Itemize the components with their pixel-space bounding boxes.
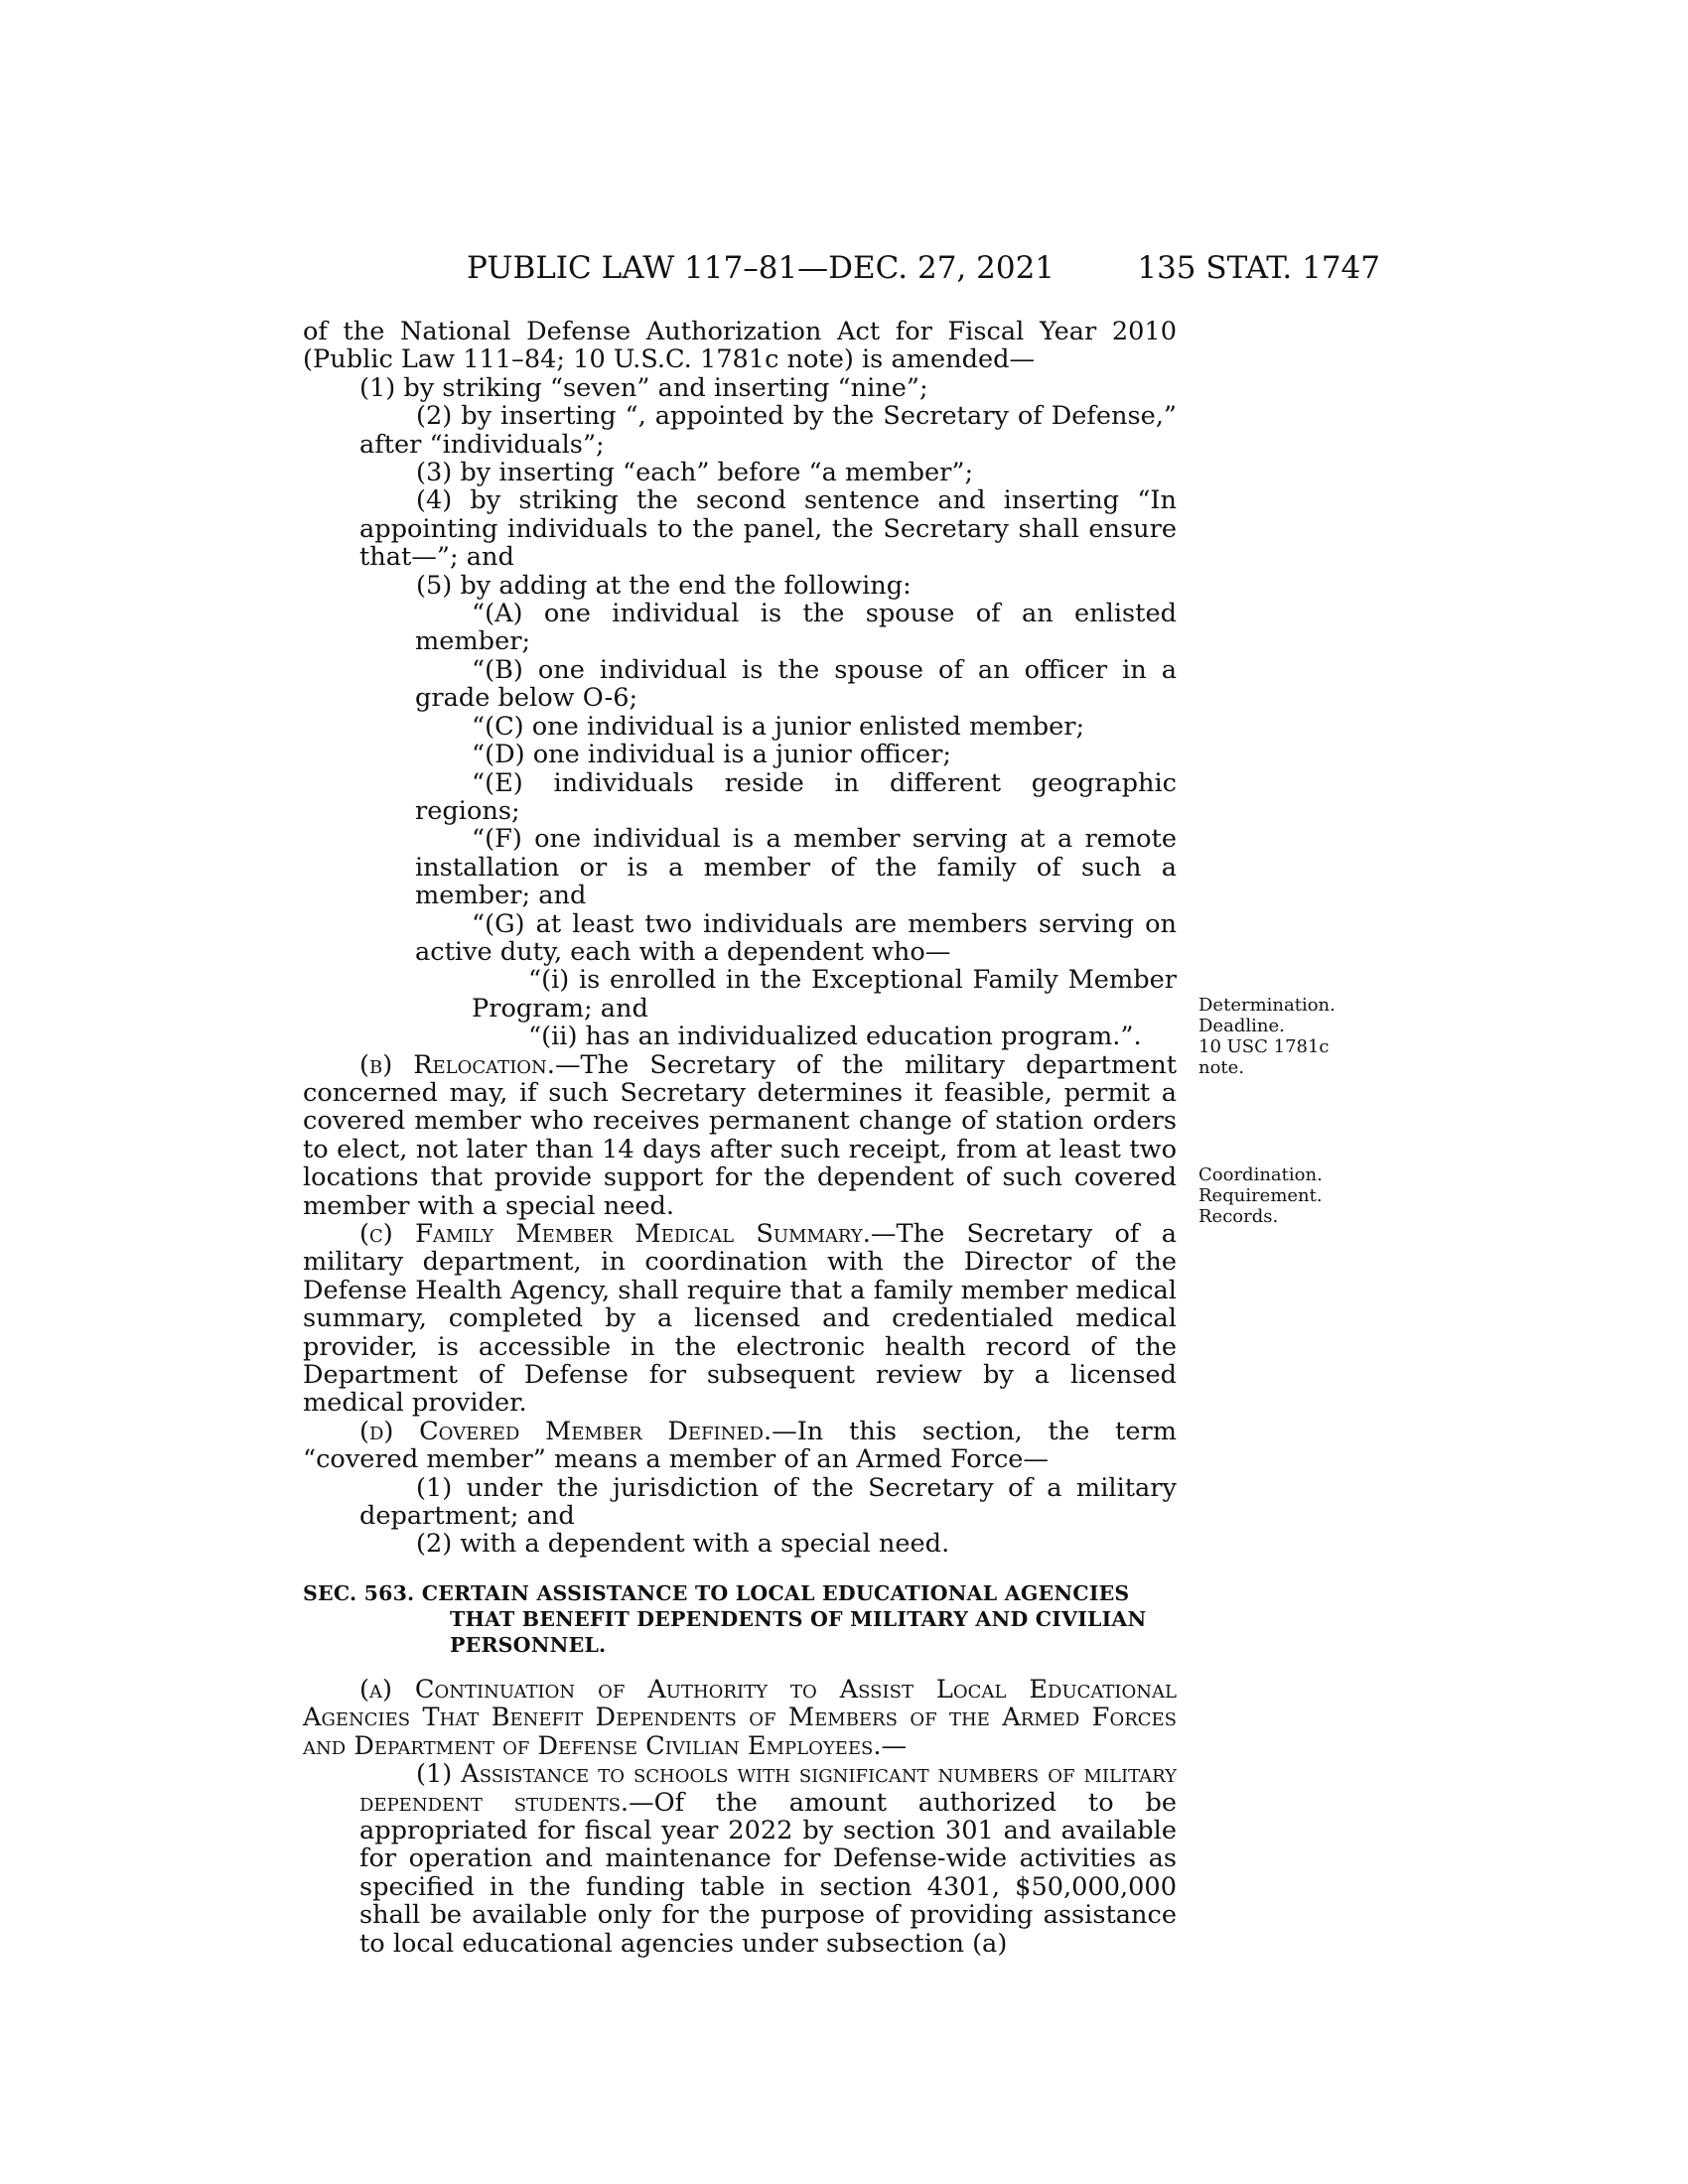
amendment-5: (5) by adding at the end the following: bbox=[416, 570, 912, 601]
subsection-c-heading: (c) Family Member Medical Summary.— bbox=[359, 1219, 897, 1249]
section-563-paragraph-1 bbox=[303, 1760, 1177, 1958]
margin-note-line: note. bbox=[1198, 1057, 1245, 1078]
header-law-citation: PUBLIC LAW 117–81—DEC. 27, 2021 bbox=[467, 250, 1055, 286]
subsection-d-text: In this section, the term “covered member” means a member of an Armed Force— bbox=[303, 1416, 1177, 1475]
margin-note-line: 10 USC 1781c bbox=[1198, 1036, 1330, 1057]
subsection-d-heading: (d) Covered Member Defined.— bbox=[359, 1416, 797, 1446]
amendment-4: (4) by striking the second sentence and inserting “In appointing individuals to the panel, the Secretary shall ensure that—”; and bbox=[359, 485, 1177, 573]
amendment-2: (2) by inserting “, appointed by the Secretary of Defense,” after “individuals”; bbox=[359, 401, 1177, 460]
header-stat-page: 135 STAT. 1747 bbox=[1137, 250, 1380, 286]
margin-note-determination bbox=[1198, 995, 1367, 1078]
subsection-d-1: (1) under the jurisdiction of the Secretary of a military department; and bbox=[359, 1472, 1177, 1532]
paragraph-1-heading: (1) Assistance to schools with significant numbers of military dependent students.— bbox=[359, 1759, 1177, 1818]
subsection-b-text: The Secretary of the military department concerned may, if such Secretary determines it feasible, permit a covered member who receives permanent change of station orders to elect, not later than 14 days after such receipt, from at least two locations that provide support for the dependent of such covered member with a special need. bbox=[303, 1049, 1178, 1221]
margin-note-line: Records. bbox=[1198, 1206, 1279, 1227]
clause-f: “(F) one individual is a member serving at a remote installation or is a member of the family of such a member; and bbox=[415, 824, 1177, 911]
clause-g-ii: “(ii) has an individualized education program.”. bbox=[528, 1022, 1142, 1052]
clause-e: “(E) individuals reside in different geographic regions; bbox=[415, 767, 1177, 826]
margin-note-line: Determination. bbox=[1198, 995, 1336, 1016]
section-563-subsection-a-heading: (a) Continuation of Authority to Assist Local Educational Agencies That Benefit Dependents of Members of the Armed Forces and Department of Defense Civilian Employees.— bbox=[303, 1674, 1177, 1761]
subsection-b-heading: (b) Relocation.— bbox=[359, 1049, 581, 1080]
clause-b: “(B) one individual is the spouse of an officer in a grade below O-6; bbox=[415, 654, 1177, 714]
amendment-3: (3) by inserting “each” before “a member”; bbox=[416, 458, 974, 488]
margin-note-line: Requirement. bbox=[1198, 1185, 1323, 1206]
amendment-1: (1) by striking “seven” and inserting “nine”; bbox=[359, 372, 928, 403]
section-563-heading: SEC. 563. CERTAIN ASSISTANCE TO LOCAL EDUCATIONAL AGENCIES THAT BENEFIT DEPENDENTS OF MILITARY AND CIVILIAN PERSONNEL. bbox=[303, 1580, 1147, 1657]
margin-note-line: Coordination. bbox=[1198, 1164, 1323, 1185]
clause-g-i: “(i) is enrolled in the Exceptional Family Member Program; and bbox=[472, 965, 1177, 1024]
clause-c: “(C) one individual is a junior enlisted member; bbox=[472, 711, 1085, 742]
paragraph-1-text: Of the amount authorized to be appropriated for fiscal year 2022 by section 301 and available for operation and maintenance for Defense-wide activities as specified in the funding table in section 4301, $50,000,000 shall be available only for the purpose of providing assistance to local educational agencies under subsection (a) bbox=[359, 1787, 1177, 1959]
subsection-b bbox=[303, 1051, 1177, 1220]
margin-note-line: Deadline. bbox=[1198, 1016, 1285, 1036]
subsection-c-text: The Secretary of a military department, in coordination with the Director of the Defense Health Agency, shall require that a family member medical summary, completed by a licensed and credentialed medical provider, is accessible in the electronic health record of the Department of Defense for subsequent review by a licensed medical provider. bbox=[303, 1219, 1177, 1419]
subsection-d bbox=[303, 1418, 1177, 1474]
document-body bbox=[303, 318, 1177, 1958]
subsection-c bbox=[303, 1220, 1177, 1418]
clause-g: “(G) at least two individuals are members serving on active duty, each with a dependent who— bbox=[415, 908, 1177, 967]
clause-a: “(A) one individual is the spouse of an enlisted member; bbox=[415, 599, 1177, 657]
intro-paragraph: of the National Defense Authorization Act for Fiscal Year 2010 (Public Law 111–84; 10 U.S.C. 1781c note) is amended— bbox=[303, 317, 1177, 375]
margin-note-coordination bbox=[1198, 1164, 1367, 1227]
clause-d: “(D) one individual is a junior officer; bbox=[472, 740, 952, 770]
running-header bbox=[467, 250, 1380, 294]
subsection-d-2: (2) with a dependent with a special need. bbox=[416, 1529, 950, 1560]
